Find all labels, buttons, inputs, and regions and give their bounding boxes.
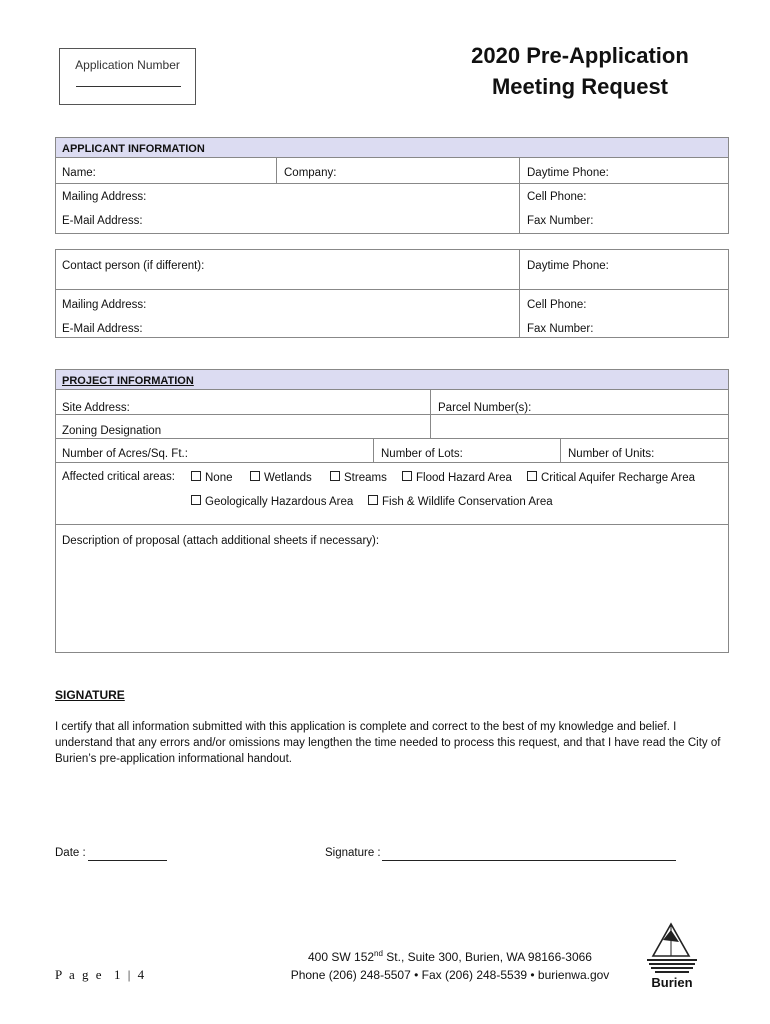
contact-cell-phone-field[interactable]: Cell Phone: bbox=[527, 299, 587, 311]
applicant-email-field[interactable]: E-Mail Address: bbox=[62, 215, 143, 227]
applicant-name-field[interactable]: Name: bbox=[62, 167, 96, 179]
applicant-mailing-address-field[interactable]: Mailing Address: bbox=[62, 191, 147, 203]
checkbox-aquifer-label: Critical Aquifer Recharge Area bbox=[541, 472, 696, 484]
signature-heading: SIGNATURE bbox=[55, 688, 125, 702]
page-number: P a g e 1 | 4 bbox=[55, 967, 147, 982]
contact-fax-field[interactable]: Fax Number: bbox=[527, 323, 594, 335]
burien-logo-text: Burien bbox=[651, 975, 693, 990]
units-field[interactable]: Number of Units: bbox=[568, 448, 655, 460]
checkbox-wetlands[interactable] bbox=[250, 471, 312, 484]
description-field[interactable] bbox=[57, 555, 727, 651]
burien-logo bbox=[641, 920, 703, 990]
checkbox-flood-label: Flood Hazard Area bbox=[416, 472, 512, 484]
address-ordinal: nd bbox=[374, 949, 383, 958]
checkbox-fish-wildlife[interactable] bbox=[368, 495, 553, 508]
applicant-daytime-phone-field[interactable]: Daytime Phone: bbox=[527, 167, 609, 179]
contact-email-field[interactable]: E-Mail Address: bbox=[62, 323, 143, 335]
checkbox-icon bbox=[191, 471, 201, 481]
applicant-company-field[interactable]: Company: bbox=[284, 167, 337, 179]
checkbox-flood-hazard[interactable] bbox=[402, 471, 512, 484]
application-number-label: Application Number bbox=[75, 58, 180, 72]
checkbox-streams[interactable] bbox=[330, 471, 387, 484]
date-label: Date : bbox=[55, 847, 86, 859]
checkbox-streams-label: Streams bbox=[344, 472, 387, 484]
checkbox-icon bbox=[191, 495, 201, 505]
checkbox-geologic-hazard[interactable] bbox=[191, 495, 353, 508]
description-label: Description of proposal (attach additional sheets if necessary): bbox=[62, 535, 380, 547]
affected-critical-areas-label: Affected critical areas: bbox=[62, 471, 175, 483]
contact-person-field[interactable]: Contact person (if different): bbox=[62, 260, 205, 272]
page-title bbox=[420, 40, 740, 102]
application-number-field[interactable] bbox=[76, 86, 181, 87]
signature-field[interactable] bbox=[382, 860, 676, 861]
checkbox-icon bbox=[402, 471, 412, 481]
applicant-fax-field[interactable]: Fax Number: bbox=[527, 215, 594, 227]
checkbox-geologic-label: Geologically Hazardous Area bbox=[205, 496, 354, 508]
footer-address-line bbox=[270, 945, 630, 966]
footer-address bbox=[270, 945, 630, 984]
parcel-numbers-field[interactable]: Parcel Number(s): bbox=[438, 402, 532, 414]
checkbox-wetlands-label: Wetlands bbox=[264, 472, 312, 484]
certification-text: I certify that all information submitted with this application is complete and correct to the best of my knowledge and belief. I understand that any errors and/or omissions may lengthen the time needed to process this request, and that I have read the City of Burien’s pre-application informational handout. bbox=[55, 721, 721, 765]
checkbox-icon bbox=[250, 471, 260, 481]
application-number-box bbox=[59, 48, 196, 105]
address-street-number: 400 SW 152 bbox=[308, 950, 375, 964]
contact-mailing-address-field[interactable]: Mailing Address: bbox=[62, 299, 147, 311]
contact-person-section bbox=[55, 249, 729, 338]
title-line-2: Meeting Request bbox=[491, 74, 669, 99]
address-rest: St., Suite 300, Burien, WA 98166-3066 bbox=[382, 950, 592, 964]
footer-contact-line: Phone (206) 248-5507 • Fax (206) 248-5539 • burienwa.gov bbox=[290, 968, 610, 982]
checkbox-aquifer[interactable] bbox=[527, 471, 695, 484]
applicant-section-title: APPLICANT INFORMATION bbox=[56, 138, 728, 158]
checkbox-icon bbox=[527, 471, 537, 481]
acres-field[interactable]: Number of Acres/Sq. Ft.: bbox=[62, 448, 188, 460]
burien-logo-icon bbox=[641, 920, 703, 990]
checkbox-icon bbox=[330, 471, 340, 481]
project-information-section bbox=[55, 369, 729, 653]
checkbox-none-label: None bbox=[205, 472, 233, 484]
applicant-information-section bbox=[55, 137, 729, 234]
signature-label: Signature : bbox=[325, 847, 381, 859]
checkbox-icon bbox=[368, 495, 378, 505]
checkbox-none[interactable] bbox=[191, 471, 233, 484]
date-field[interactable] bbox=[88, 860, 167, 861]
contact-daytime-phone-field[interactable]: Daytime Phone: bbox=[527, 260, 609, 272]
checkbox-fish-label: Fish & Wildlife Conservation Area bbox=[382, 496, 553, 508]
project-section-title: PROJECT INFORMATION bbox=[56, 370, 728, 390]
zoning-designation-field[interactable]: Zoning Designation bbox=[62, 425, 162, 437]
site-address-field[interactable]: Site Address: bbox=[62, 402, 130, 414]
lots-field[interactable]: Number of Lots: bbox=[381, 448, 463, 460]
title-line-1: 2020 Pre-Application bbox=[471, 43, 689, 68]
applicant-cell-phone-field[interactable]: Cell Phone: bbox=[527, 191, 587, 203]
